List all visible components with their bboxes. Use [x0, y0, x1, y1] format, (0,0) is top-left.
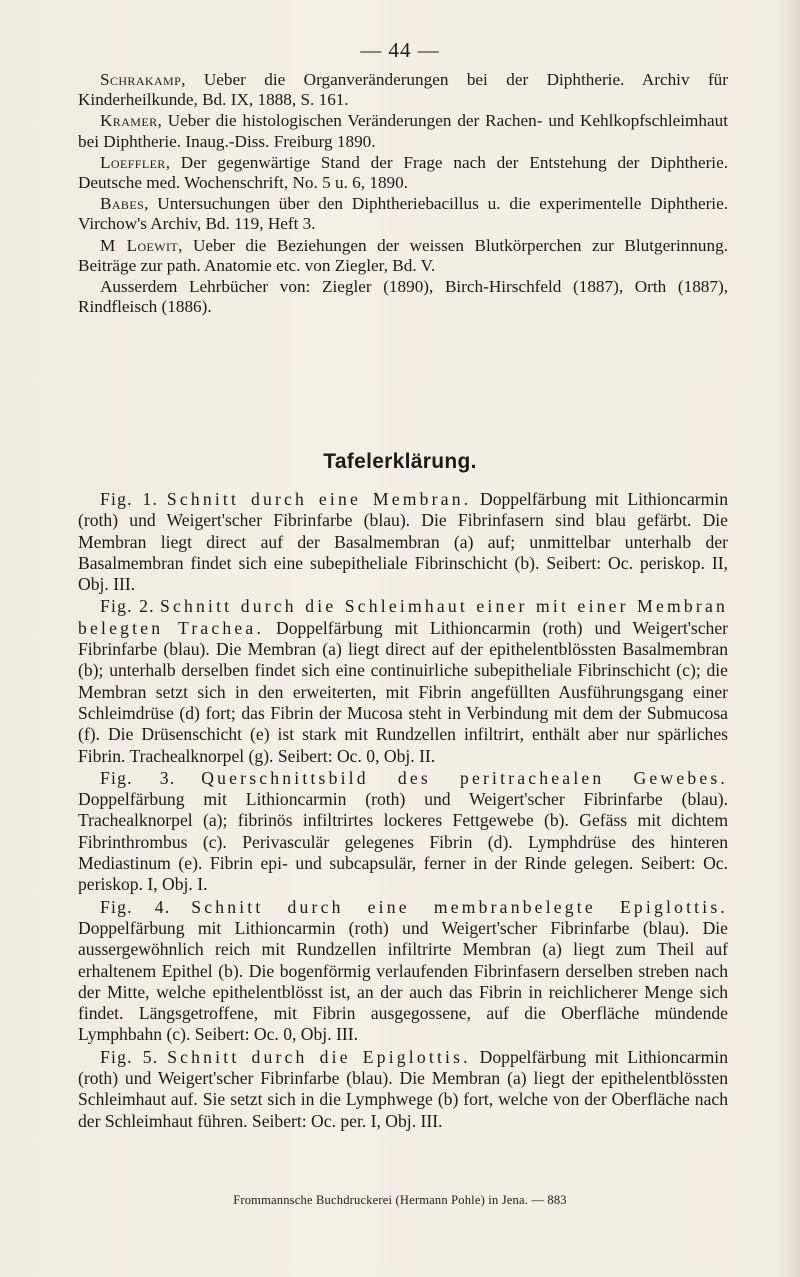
figure-text: Doppelfärbung mit Lithioncarmin (roth) und Weigert'scher Fibrinfarbe (blau). Die Fibrinfasern sind blau gefärbt. Die Membran liegt direct auf der Basalmembran (a) auf; unmittelbar unterhalb der Basalmembran findet sich eine subepitheliale Fibrinschicht (b). Seibert: Oc. periskop. II, Obj. III. — [78, 489, 728, 595]
figure-title: Querschnittsbild des peritrachealen Gewebes. — [201, 767, 728, 788]
figure-text: Doppelfärbung mit Lithioncarmin (roth) und Weigert'scher Fibrinfarbe (blau). Die aussergewöhnlich reich mit Rundzellen infiltrirte Membran (a) liegt zum Theil auf erhaltenem Epithel (b). Die bogenförmig verlaufenden Fibrinfasern derselben streben nach der Mitte, welche epithelentblösst ist, an der auch das Fibrin in reichlicherer Menge sich findet. Längsgetroffene, mit Fibrin ausgegossene, auf die Oberfläche mündende Lymphbahn (c). Seibert: Oc. 0, Obj. III. — [78, 917, 728, 1045]
figure-title: Schnitt durch eine Membran. — [166, 489, 472, 509]
page-edge-shadow — [778, 0, 800, 1277]
figure-title: Schnitt durch eine membranbelegte Epiglottis. — [191, 896, 728, 917]
reference-author: M Loewit — [100, 235, 179, 255]
figure-text: Doppelfärbung mit Lithioncarmin (roth) und Weigert'scher Fibrinfarbe (blau). Die Membran (a) liegt der epithelentblössten Schleimhaut auf. Sie setzt sich in die Lymphwege (b) fort, welche von der Oberfläche nach der Schleimhaut führen. Seibert: Oc. per. I, Obj. III. — [78, 1046, 728, 1131]
reference-item — [78, 236, 728, 276]
figure-label: Fig. 3. — [100, 767, 176, 788]
reference-author: Kramer — [100, 111, 158, 131]
reference-item — [78, 111, 728, 151]
page-number: — 44 — — [360, 38, 440, 62]
figure-item — [78, 596, 728, 766]
reference-item — [78, 277, 728, 317]
figure-label: Fig. 4. — [100, 896, 171, 917]
reference-text: , Der gegenwärtige Stand der Frage nach der Entstehung der Diphtherie. Deutsche med. Wochenschrift, No. 5 u. 6, 1890. — [78, 152, 728, 193]
reference-list — [78, 70, 728, 318]
figure-item — [78, 489, 728, 595]
figure-item — [78, 768, 728, 896]
reference-author: Schrakamp — [100, 70, 182, 89]
reference-text: Ausserdem Lehrbücher von: Ziegler (1890), Birch-Hirschfeld (1887), Orth (1887), Rindfleisch (1886). — [78, 277, 728, 317]
figure-label: Fig. 5. — [100, 1046, 159, 1067]
figure-text: Doppelfärbung mit Lithioncarmin (roth) und Weigert'scher Fibrinfarbe (blau). Trachealknorpel (a); fibrinös infiltrirtes lockeres Fettgewebe (b). Gefäss mit dichtem Fibrinthrombus (c). Perivasculär gelegenes Fibrin (d). Lymphdrüse des hinteren Mediastinum (e). Fibrin epi- und subcapsulär, ferner in der Rinde gelegen. Seibert: Oc. periskop. I, Obj. I. — [78, 789, 728, 895]
figure-text: Doppelfärbung mit Lithioncarmin (roth) und Weigert'scher Fibrinfarbe (blau). Die Membran (a) liegt direct auf der epithelentblössten Basalmembran (b); unterhalb derselben findet sich eine continuirliche subepitheliale Fibrinschicht (c); die Membran setzt sich in den erweiterten, mit Fibrin angefüllten Ausführungsgang einer Schleimdrüse (d) fort; das Fibrin der Mucosa steht in Verbindung mit dem der Submucosa (f). Die Drüsenschicht (e) ist stark mit Rundzellen infiltrirt, enthält aber nur spärliches Fibrin. Trachealknorpel (g). Seibert: Oc. 0, Obj. II. — [78, 617, 729, 766]
figure-title: Schnitt durch die Schleimhaut einer mit einer Membran belegten Trachea. — [78, 596, 728, 638]
figure-label: Fig. 2. — [100, 596, 155, 617]
reference-item — [78, 153, 728, 193]
section-heading: Tafelerklärung. — [323, 450, 477, 473]
reference-item — [78, 70, 728, 110]
reference-text: , Ueber die histologischen Veränderungen der Rachen- und Kehlkopfschleimhaut bei Diphtherie. Inaug.-Diss. Freiburg 1890. — [78, 111, 728, 151]
printer-imprint: Frommannsche Buchdruckerei (Hermann Pohle) in Jena. — 883 — [233, 1193, 567, 1207]
reference-item — [78, 194, 728, 234]
reference-author: Babes — [100, 194, 145, 214]
figure-title: Schnitt durch die Epiglottis. — [167, 1046, 471, 1067]
reference-text: , Ueber die Beziehungen der weissen Blutkörperchen zur Blutgerinnung. Beiträge zur path. Anatomie etc. von Ziegler, Bd. V. — [78, 235, 728, 275]
reference-text: , Ueber die Organveränderungen bei der Diphtherie. Archiv für Kinderheilkunde, Bd. IX, 1888, S. 161. — [78, 70, 728, 110]
figure-item — [78, 897, 728, 1046]
reference-author: Loeffler — [100, 152, 166, 172]
reference-text: , Untersuchungen über den Diphtheriebacillus u. die experimentelle Diphtherie. Virchow's Archiv, Bd. 119, Heft 3. — [78, 194, 728, 234]
figure-explanations — [78, 489, 728, 1133]
figure-label: Fig. 1. — [100, 489, 159, 509]
figure-item — [78, 1047, 728, 1132]
